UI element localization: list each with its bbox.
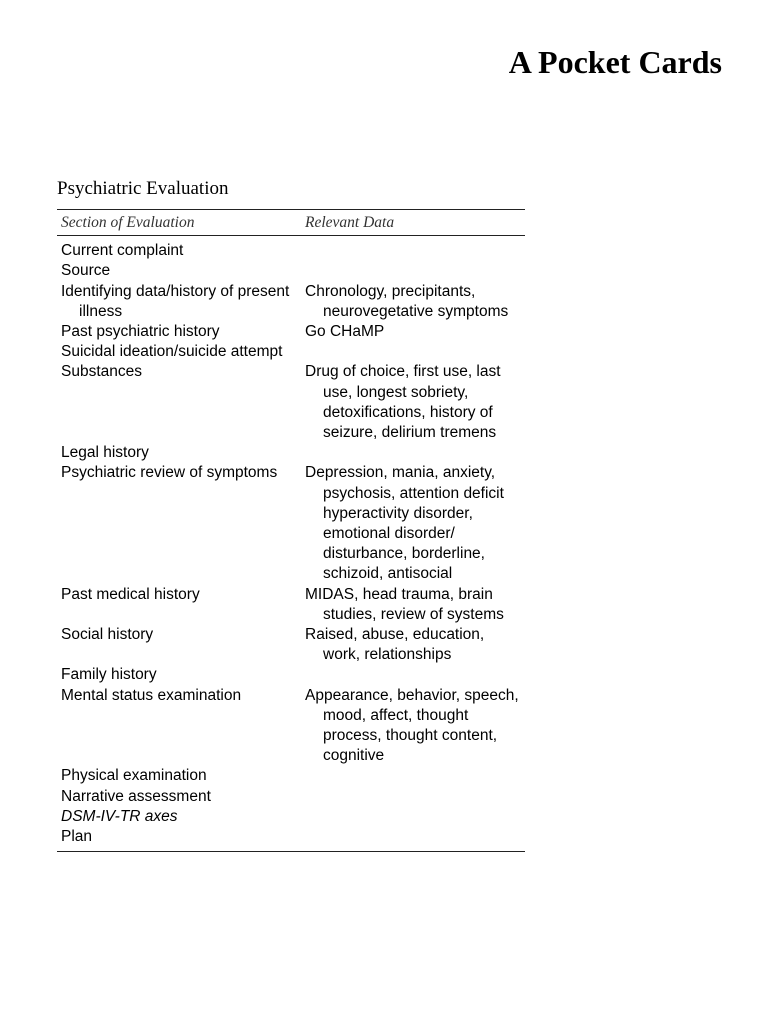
column-header-section: Section of Evaluation (57, 210, 305, 236)
table-row (57, 585, 525, 625)
section-cell (57, 625, 305, 665)
section-text: Family history (61, 666, 157, 684)
data-cell (305, 342, 525, 362)
table-body (57, 236, 525, 852)
section-cell (57, 362, 305, 443)
data-cell (305, 766, 525, 786)
section-cell (57, 766, 305, 786)
table-header (57, 210, 525, 236)
header-row (57, 210, 525, 236)
section-text: Legal history (61, 444, 149, 462)
table-row (57, 766, 525, 786)
data-cell (305, 236, 525, 262)
column-header-relevant-data: Relevant Data (305, 210, 525, 236)
table-row (57, 686, 525, 767)
data-text: Chronology, precipitants, neurovegetative symptoms (305, 282, 509, 320)
data-cell (305, 625, 525, 665)
data-cell (305, 362, 525, 443)
table-row (57, 261, 525, 281)
section-text: Plan (61, 828, 93, 846)
table-row (57, 787, 525, 807)
table-row (57, 362, 525, 443)
section-cell (57, 443, 305, 463)
table-row (57, 827, 525, 852)
section-cell (57, 686, 305, 767)
table-row (57, 807, 525, 827)
table-row (57, 665, 525, 685)
data-cell (305, 322, 525, 342)
section-text: Current complaint (61, 242, 184, 260)
table-row (57, 282, 525, 322)
data-cell (305, 261, 525, 281)
data-cell (305, 282, 525, 322)
table-row (57, 342, 525, 362)
data-cell (305, 686, 525, 767)
section-text: Past psychiatric history (61, 323, 220, 341)
data-cell (305, 443, 525, 463)
psychiatric-evaluation-table (57, 209, 525, 852)
page-title: A Pocket Cards (508, 44, 722, 80)
table-row (57, 322, 525, 342)
data-cell (305, 463, 525, 584)
section-cell (57, 807, 305, 827)
data-text: Drug of choice, first use, last use, longest sobriety, detoxifications, history of seizure, delirium tremens (305, 363, 501, 442)
data-cell (305, 827, 525, 852)
section-text: Past medical history (61, 585, 200, 603)
data-text: Go CHaMP (305, 323, 385, 341)
section-text: Identifying data/history of present illness (61, 282, 290, 320)
table-row (57, 463, 525, 584)
section-cell (57, 261, 305, 281)
data-cell (305, 787, 525, 807)
section-cell (57, 585, 305, 625)
section-cell (57, 322, 305, 342)
section-cell (57, 787, 305, 807)
section-text: Psychiatric review of symptoms (61, 464, 278, 482)
table-row (57, 625, 525, 665)
data-text: Depression, mania, anxiety, psychosis, attention deficit hyperactivity disorder, emotional disorder/ disturbance, borderline, schizoid, antisocial (305, 464, 504, 583)
data-text: Raised, abuse, education, work, relationships (305, 626, 485, 664)
data-text: Appearance, behavior, speech, mood, affect, thought process, thought content, cognitive (305, 686, 519, 765)
section-text: Mental status examination (61, 686, 242, 704)
section-cell (57, 463, 305, 584)
section-text: Suicidal ideation/suicide attempt (61, 343, 283, 361)
table-caption: Psychiatric Evaluation (57, 178, 229, 199)
data-text: MIDAS, head trauma, brain studies, review of systems (305, 585, 504, 623)
section-cell (57, 236, 305, 262)
section-text: Social history (61, 626, 154, 644)
data-cell (305, 585, 525, 625)
table-row (57, 236, 525, 262)
data-cell (305, 665, 525, 685)
table-row (57, 443, 525, 463)
section-cell (57, 665, 305, 685)
section-text: DSM-IV-TR axes (61, 807, 178, 825)
section-text: Source (61, 262, 111, 280)
section-cell (57, 827, 305, 852)
section-text: Narrative assessment (61, 787, 211, 805)
section-text: Physical examination (61, 767, 207, 785)
section-cell (57, 282, 305, 322)
data-cell (305, 807, 525, 827)
section-text: Substances (61, 363, 142, 381)
section-cell (57, 342, 305, 362)
